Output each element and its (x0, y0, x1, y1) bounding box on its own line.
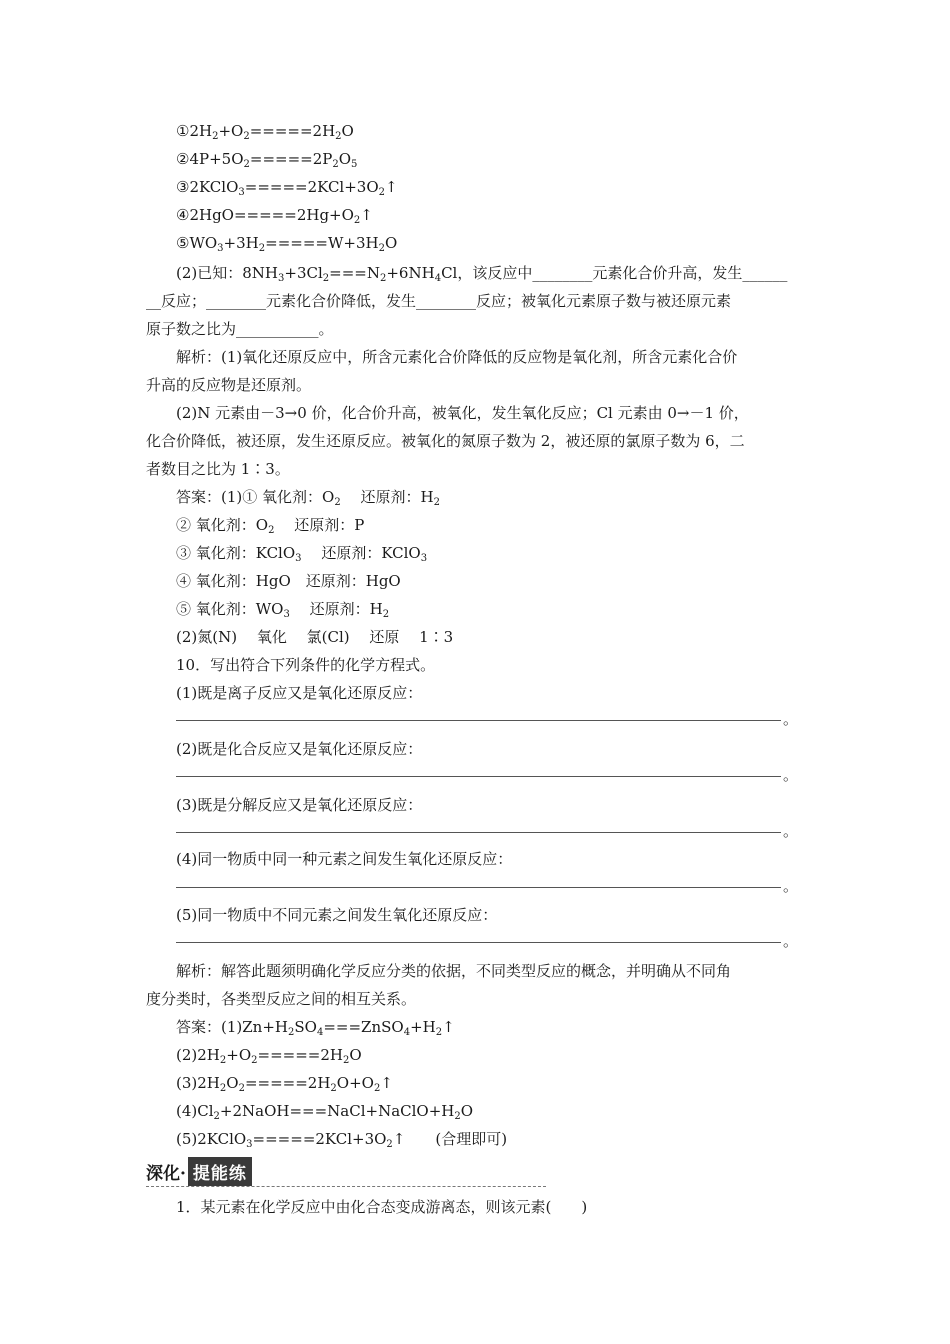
blank-period-5: 。 (783, 932, 799, 950)
equation-4: $④2HgO=====2Hg+O_2↑$ (176, 206, 373, 226)
analysis-line-3: (2)N 元素由－3→0 价，化合价升高，被氧化，发生氧化反应；Cl 元素由 0→－1 价， (176, 404, 749, 422)
section-header (146, 1156, 252, 1186)
answer-blank-1[interactable] (176, 720, 781, 721)
question-9-part-2-line-1: (2)已知：$8NH_3+3Cl_2===N_2+6NH_4Cl$，该反应中________元素化合价升高，发生______ (176, 264, 788, 284)
question-10-part-1: (1)既是离子反应又是氧化还原反应： (176, 684, 423, 702)
answer2-line-5: $(5)2KClO_3=====2KCl+3O_2↑$ (合理即可) (176, 1130, 508, 1150)
analysis-line-1: 解析：(1)氧化还原反应中，所含元素化合价降低的反应物是氧化剂，所含元素化合价 (176, 348, 738, 366)
question-10-part-4: (4)同一物质中同一种元素之间发生氧化还原反应： (176, 850, 513, 868)
analysis2-line-1: 解析：解答此题须明确化学反应分类的依据，不同类型反应的概念，并明确从不同角 (176, 962, 732, 980)
section-title-box: 提能练 (188, 1157, 252, 1186)
question-10-part-5: (5)同一物质中不同元素之间发生氧化还原反应： (176, 906, 498, 924)
analysis-line-5: 者数目之比为 1∶3。 (146, 460, 290, 478)
question-9-part-2-line-2: __反应；________元素化合价降低，发生________反应；被氧化元素原子数与被还原元素 (146, 292, 732, 310)
blank-period-2: 。 (783, 766, 799, 784)
answer-line-4: ④ 氧化剂：HgO 还原剂：HgO (176, 572, 401, 590)
analysis-line-2: 升高的反应物是还原剂。 (146, 376, 312, 394)
answer2-line-2: $(2)2H_2+O_2=====2H_2O$ (176, 1046, 362, 1066)
blank-period-1: 。 (783, 710, 799, 728)
question-10-title: 10．写出符合下列条件的化学方程式。 (176, 656, 436, 674)
question-10-part-2: (2)既是化合反应又是氧化还原反应： (176, 740, 423, 758)
answer-blank-3[interactable] (176, 832, 781, 833)
blank-period-3: 。 (783, 822, 799, 840)
answer-line-1: 答案：(1)① 氧化剂：$O_2$ 还原剂：$H_2$ (176, 488, 440, 508)
answer2-line-3: $(3)2H_2O_2=====2H_2O+O_2↑$ (176, 1074, 393, 1094)
answer2-line-1: 答案：$(1)Zn+H_2SO_4===ZnSO_4+H_2↑$ (176, 1018, 455, 1038)
answer-line-2: ② 氧化剂：$O_2$ 还原剂：P (176, 516, 365, 536)
equation-1: $①2H_2+O_2=====2H_2O$ (176, 122, 354, 142)
answer-blank-4[interactable] (176, 887, 781, 888)
blank-period-4: 。 (783, 877, 799, 895)
analysis-line-4: 化合价降低，被还原，发生还原反应。被氧化的氮原子数为 2，被还原的氯原子数为 6，二 (146, 432, 745, 450)
question-10-part-3: (3)既是分解反应又是氧化还原反应： (176, 796, 423, 814)
answer-line-3: ③ 氧化剂：KClO$_3$ 还原剂：KClO$_3$ (176, 544, 428, 564)
answer-line-5: ⑤ 氧化剂：$WO_3$ 还原剂：$H_2$ (176, 600, 390, 620)
answer-blank-2[interactable] (176, 776, 781, 777)
section-prefix: 深化· (146, 1163, 186, 1184)
question-9-part-2-line-3: 原子数之比为___________。 (146, 320, 334, 338)
equation-3: $③2KClO_3=====2KCl+3O_2↑$ (176, 178, 398, 198)
next-question-1: 1．某元素在化学反应中由化合态变成游离态，则该元素( ) (176, 1198, 588, 1216)
answer-blank-5[interactable] (176, 942, 781, 943)
section-divider (146, 1186, 546, 1187)
answer-line-6: (2)氮(N) 氧化 氯(Cl) 还原 1∶3 (176, 628, 454, 646)
equation-5: $⑤WO_3+3H_2=====W+3H_2O$ (176, 234, 398, 254)
equation-2: $②4P+5O_2=====2P_2O_5$ (176, 150, 358, 170)
answer2-line-4: $(4)Cl_2+2NaOH===NaCl+NaClO+H_2O$ (176, 1102, 474, 1122)
analysis2-line-2: 度分类时，各类型反应之间的相互关系。 (146, 990, 417, 1008)
